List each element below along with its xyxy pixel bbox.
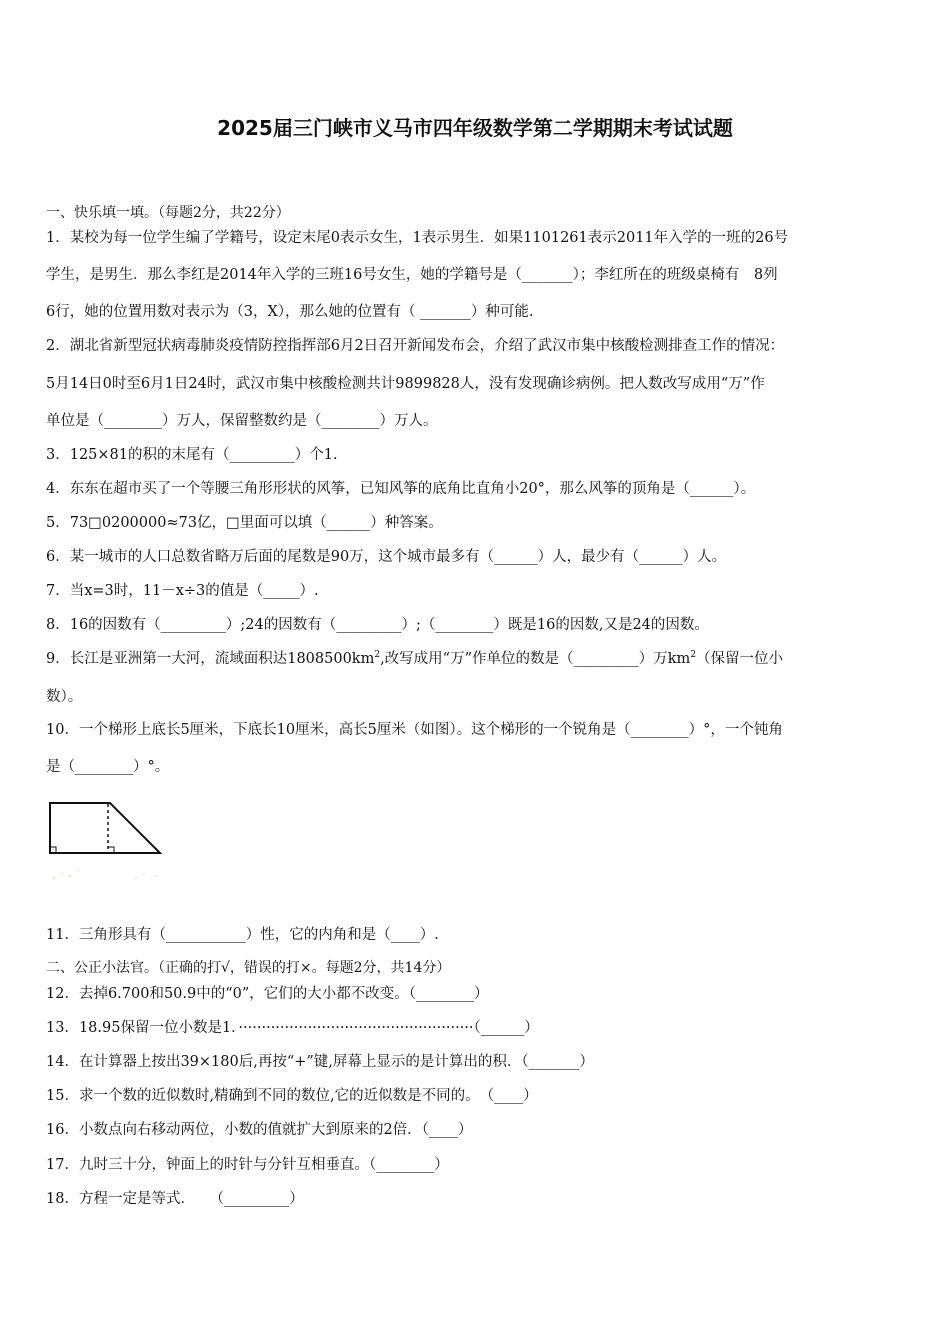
q14: 14．在计算器上按出39×180后,再按“+”键,屏幕上显示的是计算出的积．（_______） xyxy=(46,1054,594,1070)
q11: 11．三角形具有（___________）性，它的内角和是（____）. xyxy=(46,927,439,943)
q4: 4．东东在超市买了一个等腰三角形形状的风筝，已知风筝的底角比直角小20°，那么风筝的顶角是（______）。 xyxy=(46,481,756,497)
scan-noise xyxy=(53,869,158,880)
q7: 7．当x=3时，11－x÷3的值是（_____）. xyxy=(46,583,319,599)
q15: 15．求一个数的近似数时,精确到不同的数位,它的近似数是不同的。 （____） xyxy=(46,1088,538,1104)
q12: 12．去掉6.700和50.9中的“0”，它们的大小都不改变。（________） xyxy=(46,986,489,1002)
q3: 3．125×81的积的末尾有（_________）个1. xyxy=(46,447,338,463)
q16: 16．小数点向右移动两位，小数的值就扩大到原来的2倍．（____） xyxy=(46,1122,473,1138)
q2-line3: 单位是（________）万人，保留整数约是（________）万人。 xyxy=(46,413,438,429)
q2-line2: 5月14日0时至6月1日24时，武汉市集中核酸检测共计9899828人，没有发现确诊病例。把人数改写成用“万”作 xyxy=(46,376,765,392)
q1-line2: 学生，是男生．那么李红是2014年入学的三班16号女生，她的学籍号是（_______）；李红所在的班级桌椅有 8列 xyxy=(46,267,778,283)
q10-line1: 10．一个梯形上底长5厘米，下底长10厘米，高长5厘米（如图）。这个梯形的一个锐角是（________）°，一个钝角 xyxy=(46,722,783,738)
q17: 17．九时三十分，钟面上的时针与分针互相垂直。（________） xyxy=(46,1157,449,1173)
section1-heading: 一、快乐填一填。（每题2分，共22分） xyxy=(46,205,290,221)
q1-line3: 6行，她的位置用数对表示为（3，X），那么她的位置有（ _______）种可能. xyxy=(46,304,534,320)
q13: 13．18.95保留一位小数是1．···················································（______） xyxy=(46,1020,539,1036)
q1-line1: 1．某校为每一位学生编了学籍号，设定末尾0表示女生，1表示男生．如果1101261表示2011年入学的一班的26号 xyxy=(46,230,789,246)
q9-line1: 9．长江是亚洲第一大河，流域面积达$1808500km^2$,改写成用“万”作单位的数是（_________）万$km^2$（保留一位小 xyxy=(46,650,784,667)
q18: 18．方程一定是等式． （_________） xyxy=(46,1191,304,1207)
trapezoid-figure xyxy=(40,790,180,890)
q9-line2: 数）。 xyxy=(46,689,83,705)
trapezoid-outline xyxy=(50,803,160,853)
q6: 6．某一城市的人口总数省略万后面的尾数是90万，这个城市最多有（______）人，最少有（______）人。 xyxy=(46,549,727,565)
page-title: 2025届三门峡市义马市四年级数学第二学期期末考试试题 xyxy=(217,116,733,140)
q8: 8．16的因数有（_________）;24的因数有（_________）;（________）既是16的因数,又是24的因数。 xyxy=(46,617,709,633)
section2-heading: 二、公正小法官。（正确的打√，错误的打×。每题2分，共14分） xyxy=(46,960,451,976)
q10-line2: 是（________）°。 xyxy=(46,759,170,775)
q2-line1: 2．湖北省新型冠状病毒肺炎疫情防控指挥部6月2日召开新闻发布会，介绍了武汉市集中核酸检测排查工作的情况： xyxy=(46,338,785,354)
q5: 5．73□0200000≈73亿，□里面可以填（______）种答案。 xyxy=(46,515,443,531)
